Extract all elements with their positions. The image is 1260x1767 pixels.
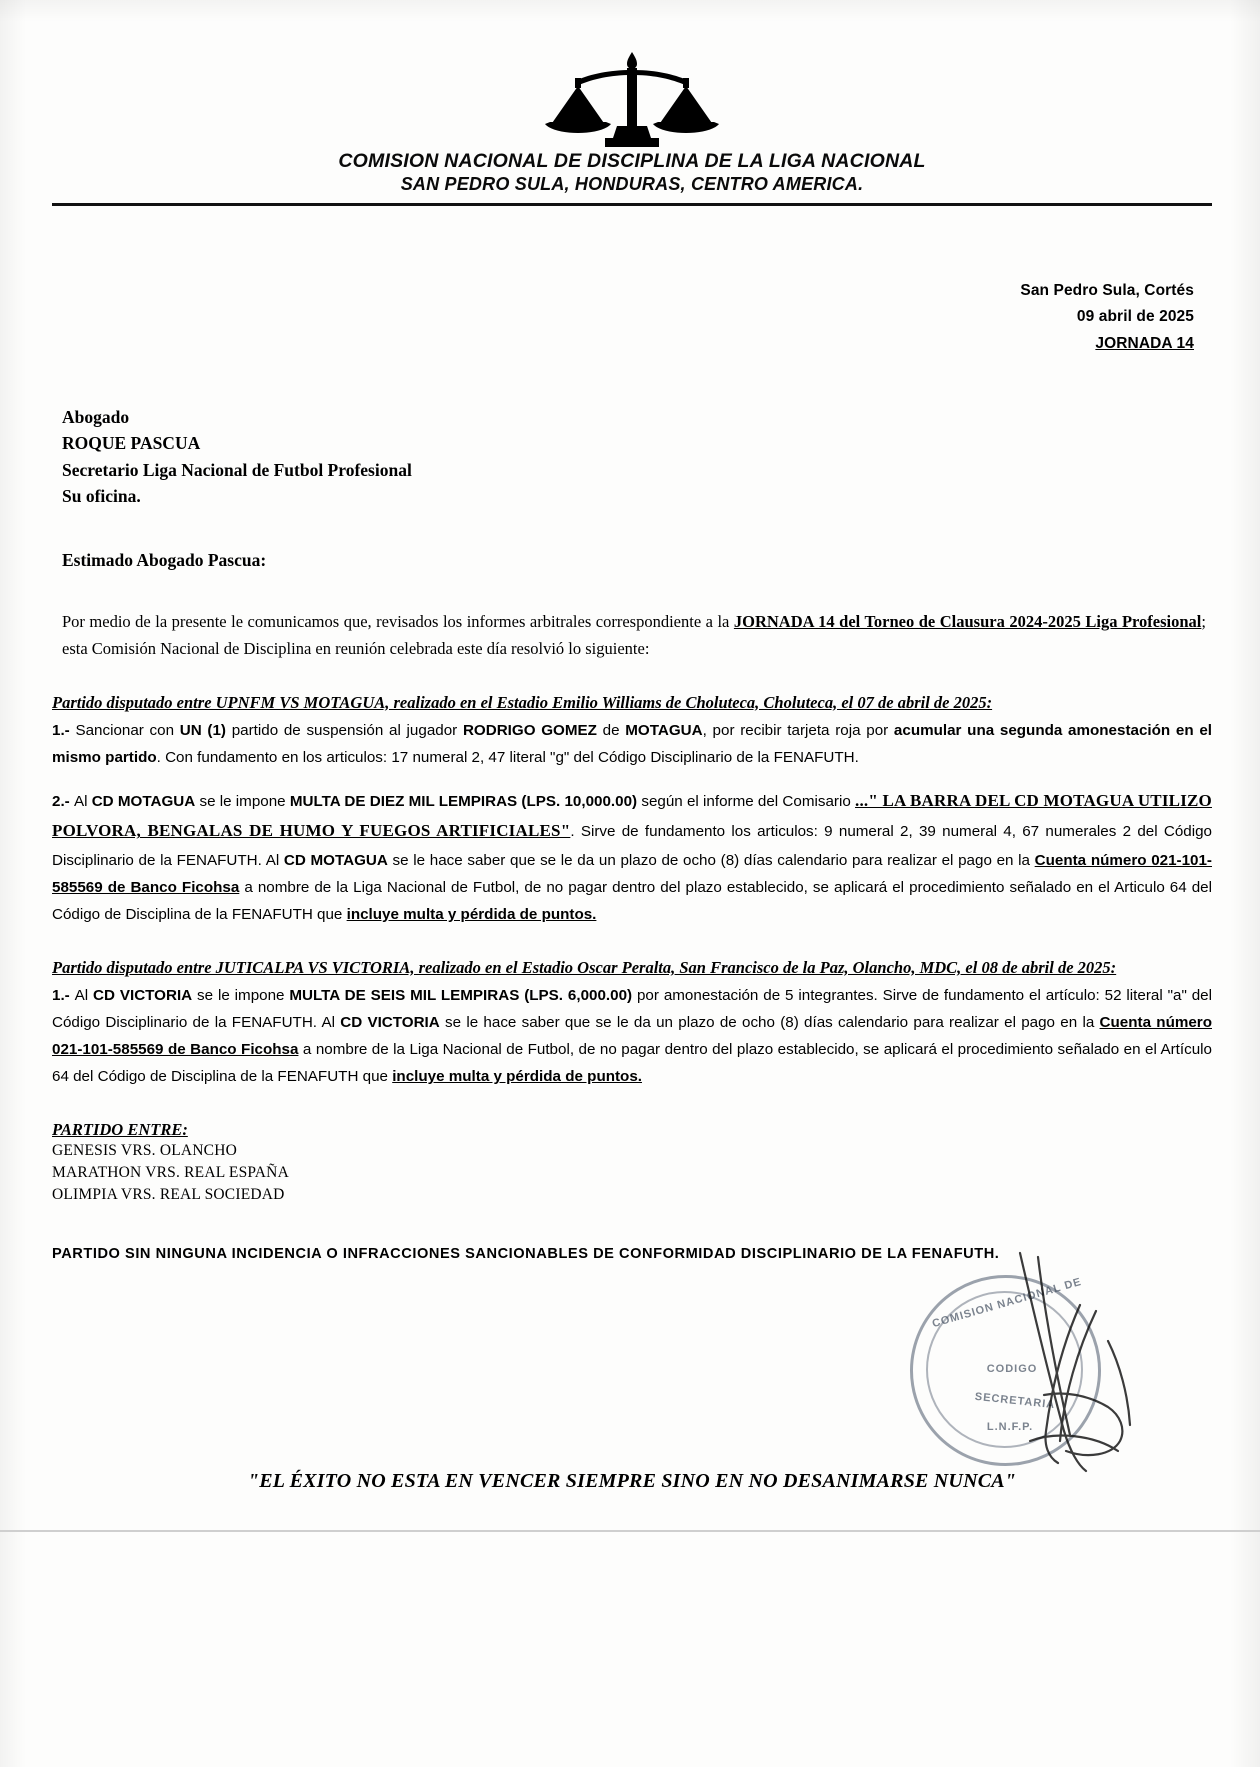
penalty-reference: incluye multa y pérdida de puntos. — [346, 905, 597, 923]
clause-number: 1.- — [52, 721, 76, 739]
clause-number: 1.- — [52, 987, 75, 1005]
player-name: RODRIGO GOMEZ — [462, 721, 597, 739]
clause-text: se le hace saber que se le da un plazo de ocho (8) días calendario para realizar el pago en la — [387, 851, 1035, 869]
org-title-line2: SAN PEDRO SULA, HONDURAS, CENTRO AMERICA. — [400, 173, 864, 194]
header-divider — [52, 203, 1212, 206]
addressee-office: Su oficina. — [62, 486, 141, 507]
clause-text: . Con fundamento en los articulos: 17 numeral 2, 47 literal "g" del Código Disciplinario de la FENAFUTH. — [156, 748, 859, 766]
intro-jornada-highlight: JORNADA 14 del Torneo de Clausura 2024-2025 Liga Profesional — [733, 612, 1202, 632]
addressee-name: ROQUE PASCUA — [62, 433, 201, 454]
clause-text: se le impone — [192, 987, 290, 1005]
club-name: CD VICTORIA — [340, 1014, 440, 1032]
clause-bold-reason: acumular una segunda amonestación en el mismo partido — [52, 721, 1212, 766]
addressee-block — [62, 404, 1212, 510]
no-incidence-note: PARTIDO SIN NINGUNA INCIDENCIA O INFRACCIONES SANCIONABLES DE CONFORMIDAD DISCIPLINARIO DE LA FENAFUTH. — [52, 1246, 1000, 1263]
clause-text: Al — [74, 987, 94, 1005]
clause-2-1 — [52, 982, 1212, 1090]
stamp-mid-text: CODIGO — [986, 1363, 1038, 1375]
penalty-reference: incluye multa y pérdida de puntos. — [392, 1068, 642, 1086]
scales-of-justice-icon — [52, 52, 1212, 148]
intro-text-part1: Por medio de la presente le comunicamos que, revisados los informes arbitrales correspondiente a la — [62, 612, 734, 632]
clause-text: según el informe del Comisario — [637, 793, 856, 811]
bank-account-reference: Cuenta número 021-101-585569 de Banco Ficohsa — [52, 1014, 1212, 1059]
clause-text: . Sirve de fundamento los articulos: 9 numeral 2, 39 numeral 4, 67 numerales 2 del Código Disciplinario de la FENAFUTH. Al — [52, 823, 1213, 869]
clause-text: partido de suspensión al jugador — [225, 721, 463, 739]
clause-1-1 — [52, 717, 1212, 771]
match-heading-2: Partido disputado entre JUTICALPA VS VICTORIA, realizado en el Estadio Oscar Peralta, San Francisco de la Paz, Olancho, MDC, el 08 de abril de 2025: — [52, 957, 1117, 977]
motto-text: "EL ÉXITO NO ESTA EN VENCER SIEMPRE SINO EN NO DESANIMARSE NUNCA" — [247, 1470, 1017, 1492]
jornada-line: JORNADA 14 — [1095, 335, 1194, 353]
fine-amount: MULTA DE DIEZ MIL LEMPIRAS (LPS. 10,000.00) — [289, 793, 638, 811]
fixture-list — [52, 1140, 1212, 1206]
club-name: CD MOTAGUA — [283, 851, 388, 869]
clause-text: a nombre de la Liga Nacional de Futbol, de no pagar dentro del plazo establecido, se aplicará el procedimiento señalado en el Artículo 64 del Código de Disciplina de la FENAFUTH que — [52, 1041, 1212, 1086]
clause-number: 2.- — [52, 793, 74, 811]
stamp-bottom-text: SECRETARIA — [974, 1390, 1056, 1412]
club-name: CD MOTAGUA — [91, 793, 196, 811]
intro-paragraph — [62, 609, 1206, 662]
club-name: MOTAGUA — [625, 721, 703, 739]
clause-text: Al — [73, 793, 92, 811]
intro-text-part2: ; esta Comisión Nacional de Disciplina en reunión celebrada este día resolvió lo siguiente: — [62, 612, 1206, 658]
clause-text: se le impone — [195, 793, 290, 811]
partido-entre-title: PARTIDO ENTRE: — [52, 1120, 188, 1140]
clause-text: Sancionar con — [75, 721, 180, 739]
bank-account-reference: Cuenta número 021-101-585569 de Banco Ficohsa — [52, 851, 1212, 896]
commissioner-quote: ..." LA BARRA DEL CD MOTAGUA UTILIZO POLVORA, BENGALAS DE HUMO Y FUEGOS ARTIFICIALES" — [52, 791, 1212, 841]
list-item: MARATHON VRS. REAL ESPAÑA — [52, 1164, 289, 1182]
clause-text: de — [596, 721, 626, 739]
clause-text: se le hace saber que se le da un plazo de ocho (8) días calendario para realizar el pago en la — [439, 1014, 1100, 1032]
addressee-title: Abogado — [62, 406, 130, 427]
addressee-role: Secretario Liga Nacional de Futbol Profesional — [62, 459, 412, 480]
org-title-line1: COMISION NACIONAL DE DISCIPLINA DE LA LIGA NACIONAL — [338, 150, 926, 172]
clause-text: a nombre de la Liga Nacional de Futbol, de no pagar dentro del plazo establecido, se aplicará el procedimiento señalado en el Articulo 64 del Código de Disciplina de la FENAFUTH que — [52, 878, 1212, 923]
place-line: San Pedro Sula, Cortés — [1020, 281, 1194, 299]
fine-amount: MULTA DE SEIS MIL LEMPIRAS (LPS. 6,000.00) — [289, 987, 633, 1005]
clause-text: por amonestación de 5 integrantes. Sirve de fundamento el artículo: 52 literal "a" del Código Disciplinario de la FENAFUTH. Al — [52, 987, 1212, 1032]
letterhead — [52, 0, 1212, 206]
date-line: 09 abril de 2025 — [1076, 308, 1194, 326]
clause-1-2 — [52, 786, 1212, 928]
clause-text: , por recibir tarjeta roja por — [702, 721, 894, 739]
club-name: CD VICTORIA — [93, 987, 193, 1005]
greeting-line: Estimado Abogado Pascua: — [62, 550, 267, 571]
stamp-foot-text: L.N.F.P. — [986, 1421, 1034, 1433]
list-item: GENESIS VRS. OLANCHO — [52, 1142, 237, 1160]
list-item: OLIMPIA VRS. REAL SOCIEDAD — [52, 1186, 285, 1204]
stamp-top-text: COMISION NACIONAL DE — [930, 1275, 1084, 1331]
match-heading-1: Partido disputado entre UPNFM VS MOTAGUA, realizado en el Estadio Emilio Williams de Choluteca, Choluteca, el 07 de abril de 2025: — [52, 692, 993, 712]
clause-bold-sanction: UN (1) — [179, 721, 226, 739]
footer-divider — [0, 1530, 1260, 1532]
date-block — [52, 278, 1212, 358]
